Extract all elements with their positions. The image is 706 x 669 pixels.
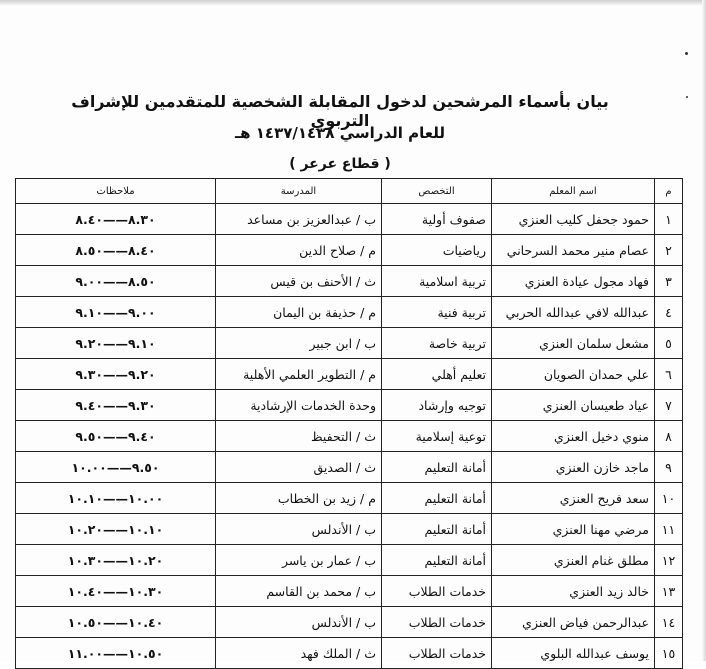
interview-time: ١٠.٢٠——١٠.٣٠ <box>16 545 216 576</box>
specialization: خدمات الطلاب <box>382 638 492 669</box>
specialization: أمانة التعليم <box>382 514 492 545</box>
table-row <box>16 576 683 607</box>
teacher-name: خالد زيد العنزي <box>492 576 655 607</box>
specialization: رياضيات <box>382 235 492 266</box>
school-name: م / صلاح الدين <box>216 235 382 266</box>
table-row <box>16 266 683 297</box>
row-number: ١٣ <box>655 576 683 607</box>
row-number: ٢ <box>655 235 683 266</box>
interview-time: ١٠.٠٠——١٠.١٠ <box>16 483 216 514</box>
scan-speck <box>685 52 688 55</box>
specialization: أمانة التعليم <box>382 483 492 514</box>
interview-time: ٨.٤٠——٨.٥٠ <box>16 235 216 266</box>
specialization: توجيه وإرشاد <box>382 390 492 421</box>
school-name: ث / الأحنف بن قيس <box>216 266 382 297</box>
school-name: ث / الملك فهد <box>216 638 382 669</box>
specialization: خدمات الطلاب <box>382 607 492 638</box>
interview-time: ١٠.٥٠——١١.٠٠ <box>16 638 216 669</box>
row-number: ١١ <box>655 514 683 545</box>
school-name: ب / عمار بن ياسر <box>216 545 382 576</box>
teacher-name: ماجد خازن العنزي <box>492 452 655 483</box>
school-name: ب / محمد بن القاسم <box>216 576 382 607</box>
specialization: توعية إسلامية <box>382 421 492 452</box>
specialization: أمانة التعليم <box>382 452 492 483</box>
document-title: بيان بأسماء المرشحين لدخول المقابلة الشخصية للمتقدمين للإشراف التربوي <box>71 92 609 130</box>
teacher-name: مرضي مهنا العنزي <box>492 514 655 545</box>
teacher-name: يوسف عبدالله البلوي <box>492 638 655 669</box>
school-name: ب / الأندلس <box>216 607 382 638</box>
row-number: ٥ <box>655 328 683 359</box>
specialization: صفوف أولية <box>382 204 492 235</box>
table-row <box>16 514 683 545</box>
interview-time: ٨.٣٠——٨.٤٠ <box>16 204 216 235</box>
teacher-name: منوي دخيل العنزي <box>492 421 655 452</box>
row-number: ١٥ <box>655 638 683 669</box>
table-row <box>16 638 683 669</box>
teacher-name: عياد طعيسان العنزي <box>492 390 655 421</box>
teacher-name: عبدالله لافي عبدالله الحربي <box>492 297 655 328</box>
teacher-name: حمود جحفل كليب العنزي <box>492 204 655 235</box>
school-name: وحدة الخدمات الإرشادية <box>216 390 382 421</box>
specialization: تربية اسلامية <box>382 266 492 297</box>
scan-shadow-right <box>702 0 706 661</box>
row-number: ١٤ <box>655 607 683 638</box>
row-number: ٨ <box>655 421 683 452</box>
table-row <box>16 328 683 359</box>
table-row <box>16 421 683 452</box>
interview-time: ٨.٥٠——٩.٠٠ <box>16 266 216 297</box>
table-row <box>16 390 683 421</box>
table-row <box>16 483 683 514</box>
header-number: م <box>655 179 683 204</box>
scan-shadow-top <box>0 0 706 6</box>
interview-time: ١٠.١٠——١٠.٢٠ <box>16 514 216 545</box>
interview-time: ٩.١٠——٩.٢٠ <box>16 328 216 359</box>
table-header-row <box>16 179 683 204</box>
header-notes: ملاحظات <box>16 179 216 204</box>
teacher-name: عبدالرحمن فياض العنزي <box>492 607 655 638</box>
table-row <box>16 235 683 266</box>
row-number: ٤ <box>655 297 683 328</box>
teacher-name: فهاد مجول عيادة العنزي <box>492 266 655 297</box>
interview-time: ٩.٠٠——٩.١٠ <box>16 297 216 328</box>
teacher-name: مطلق غنام العنزي <box>492 545 655 576</box>
teacher-name: عصام منير محمد السرحاني <box>492 235 655 266</box>
academic-year: للعام الدراسي ١٤٣٧/١٤٣٨ هـ <box>235 124 445 142</box>
row-number: ١ <box>655 204 683 235</box>
table-body <box>16 204 683 669</box>
interview-time: ١٠.٣٠——١٠.٤٠ <box>16 576 216 607</box>
header-teacher-name: اسم المعلم <box>492 179 655 204</box>
table-row <box>16 545 683 576</box>
school-name: ب / الأندلس <box>216 514 382 545</box>
interview-time: ١٠.٤٠——١٠.٥٠ <box>16 607 216 638</box>
school-name: م / التطوير العلمي الأهلية <box>216 359 382 390</box>
school-name: م / زيد بن الخطاب <box>216 483 382 514</box>
row-number: ٩ <box>655 452 683 483</box>
table-row <box>16 359 683 390</box>
interview-time: ٩.٢٠——٩.٣٠ <box>16 359 216 390</box>
school-name: ث / الصديق <box>216 452 382 483</box>
teacher-name: علي حمدان الصويان <box>492 359 655 390</box>
school-name: م / حذيفة بن اليمان <box>216 297 382 328</box>
sector-label: ( قطاع عرعر ) <box>289 156 391 172</box>
row-number: ٣ <box>655 266 683 297</box>
table-row <box>16 452 683 483</box>
interview-time: ٩.٣٠——٩.٤٠ <box>16 390 216 421</box>
row-number: ٧ <box>655 390 683 421</box>
specialization: تعليم أهلي <box>382 359 492 390</box>
table-row <box>16 607 683 638</box>
teacher-name: سعد فريح العنزي <box>492 483 655 514</box>
header-specialization: التخصص <box>382 179 492 204</box>
table-row <box>16 297 683 328</box>
teacher-name: مشعل سلمان العنزي <box>492 328 655 359</box>
interview-time: ٩.٥٠——١٠.٠٠ <box>16 452 216 483</box>
row-number: ١٢ <box>655 545 683 576</box>
row-number: ١٠ <box>655 483 683 514</box>
school-name: ث / التحفيظ <box>216 421 382 452</box>
specialization: خدمات الطلاب <box>382 576 492 607</box>
specialization: تربية خاصة <box>382 328 492 359</box>
specialization: تربية فنية <box>382 297 492 328</box>
specialization: أمانة التعليم <box>382 545 492 576</box>
scan-speck <box>686 96 688 98</box>
row-number: ٦ <box>655 359 683 390</box>
interview-time: ٩.٤٠——٩.٥٠ <box>16 421 216 452</box>
school-name: ب / عبدالعزيز بن مساعد <box>216 204 382 235</box>
school-name: ب / ابن جبير <box>216 328 382 359</box>
table-row <box>16 204 683 235</box>
header-school: المدرسة <box>216 179 382 204</box>
candidates-table <box>15 178 683 669</box>
